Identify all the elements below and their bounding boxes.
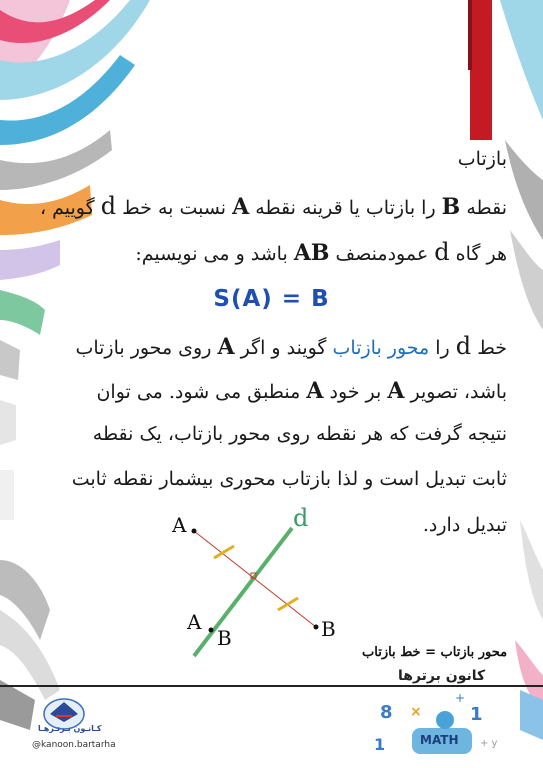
text: را بازتاب یا قرینه نقطه [255, 197, 436, 219]
point-A-dot [192, 529, 197, 534]
svg-text:1: 1 [374, 735, 386, 754]
text: نسبت به خط [122, 197, 227, 219]
para2-line4: ثابت تبدیل است و لذا بازتاب محوری بیشمار نقطه ثابت [71, 468, 507, 490]
point-A: A [232, 194, 250, 220]
point-A-on-axis-dot [209, 628, 214, 633]
brand-name: کانون برترها [398, 668, 486, 684]
svg-text:+ y: + y [480, 738, 498, 749]
svg-text:8: 8 [380, 702, 393, 723]
logo-text: کـانـون بـرتـرهـا [38, 724, 102, 733]
label-A-top: A [172, 513, 187, 537]
axis-caption: محور بازتاب = خط بازتاب [362, 645, 508, 660]
axis-line-d [194, 528, 292, 656]
text: باشد، تصویر [410, 381, 507, 403]
svg-text:+: + [455, 691, 466, 705]
text: روی محور بازتاب [75, 337, 212, 359]
point-A: A [387, 378, 405, 404]
label-d: d [293, 504, 309, 532]
text: هر گاه [455, 243, 507, 265]
segment-AB [194, 531, 316, 627]
svg-text:1: 1 [470, 704, 483, 725]
line-d: d [455, 332, 472, 360]
point-B: B [441, 194, 461, 220]
para2-line5: تبدیل دارد. [422, 514, 507, 536]
axis-term: محور بازتاب [332, 337, 430, 359]
reflection-formula: S(A) = B [213, 286, 330, 312]
text: باشد و می نویسیم: [135, 243, 288, 265]
svg-text:×: × [410, 704, 422, 720]
social-handle: @kanoon.bartarha [32, 740, 116, 750]
text: بر خود [329, 381, 382, 403]
point-B-dot [314, 625, 319, 630]
label-B-right: B [321, 617, 336, 641]
label-B-bottom: B [217, 626, 232, 650]
text: را [435, 337, 450, 359]
section-title: بازتاب [457, 148, 507, 170]
line-d: d [434, 238, 450, 266]
text: عمودمنصف [335, 243, 429, 265]
label-A-bottom: A [187, 610, 202, 634]
segment-AB: AB [293, 240, 330, 266]
text: نقطه [466, 197, 507, 219]
point-A: A [217, 334, 235, 360]
text: گوییم ، [39, 197, 95, 219]
para2-line3: نتیجه گرفت که هر نقطه روی محور بازتاب، یک نقطه [92, 423, 507, 445]
text: منطبق می شود. می توان [96, 381, 301, 403]
text: خط [477, 337, 507, 359]
point-A: A [306, 378, 324, 404]
tick-mark [214, 546, 234, 558]
line-d: d [100, 192, 117, 220]
text: گویند و اگر [240, 337, 327, 359]
math-label: MATH [420, 733, 459, 747]
